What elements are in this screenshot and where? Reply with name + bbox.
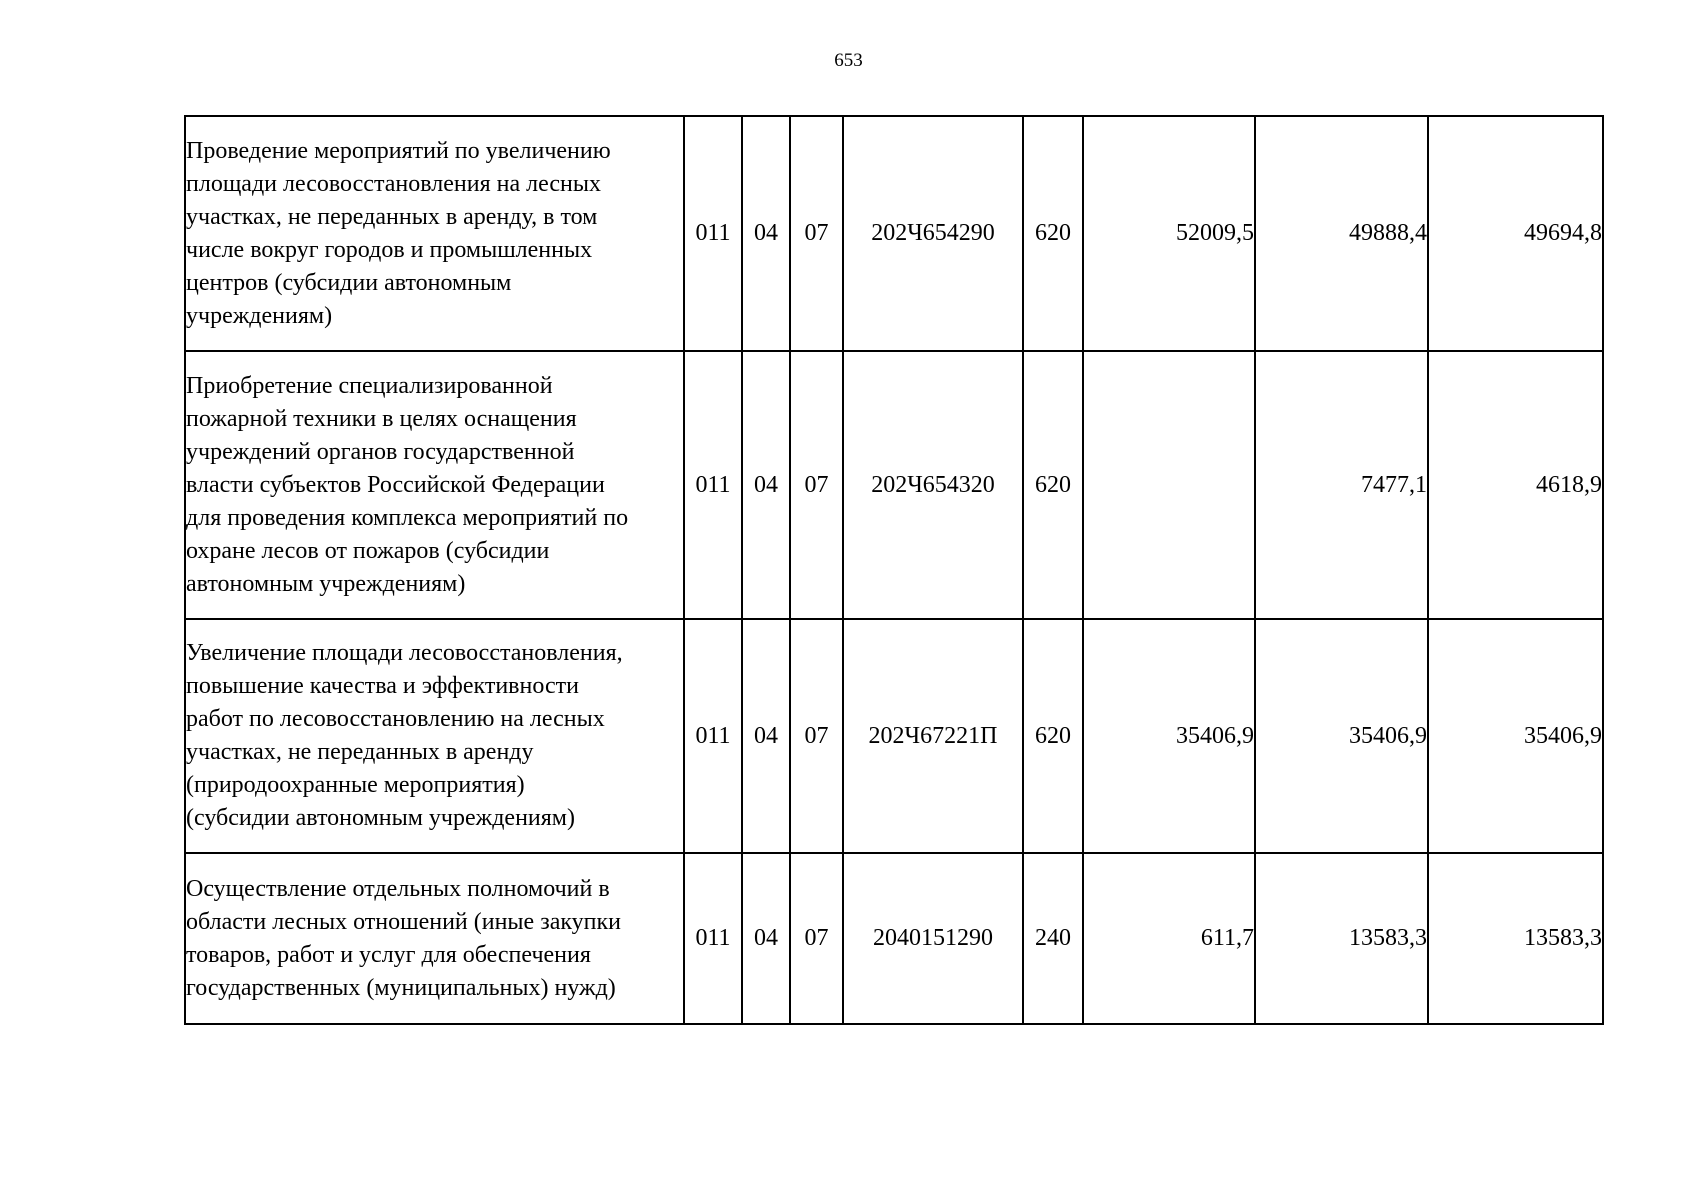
table-row <box>185 351 1603 619</box>
amount-1-cell: 52009,5 <box>1083 116 1255 351</box>
description-line: Проведение мероприятий по увеличению <box>186 137 611 164</box>
target-article-cell: 202Ч654320 <box>843 351 1023 619</box>
amount-3-cell: 35406,9 <box>1428 619 1603 853</box>
amount-1-cell <box>1083 351 1255 619</box>
amount-2-cell: 35406,9 <box>1255 619 1428 853</box>
description-line: пожарной техники в целях оснащения <box>186 405 577 432</box>
target-article-cell: 2040151290 <box>843 853 1023 1024</box>
description-line: участках, не переданных в аренду, в том <box>186 203 598 230</box>
code-2-cell: 04 <box>742 116 790 351</box>
description-line: центров (субсидии автономным <box>186 269 512 296</box>
budget-table <box>184 115 1604 1025</box>
expense-type-cell: 240 <box>1023 853 1083 1024</box>
description-line: Осуществление отдельных полномочий в <box>186 875 610 902</box>
amount-2-cell: 49888,4 <box>1255 116 1428 351</box>
code-1-cell: 011 <box>684 351 742 619</box>
code-3-cell: 07 <box>790 351 843 619</box>
description-line: повышение качества и эффективности <box>186 673 579 699</box>
description-line: для проведения комплекса мероприятий по <box>186 504 629 531</box>
description-cell <box>185 619 684 853</box>
amount-3-cell: 13583,3 <box>1428 853 1603 1024</box>
expense-type-cell: 620 <box>1023 116 1083 351</box>
amount-2-cell: 13583,3 <box>1255 853 1428 1024</box>
description-line: числе вокруг городов и промышленных <box>186 236 593 263</box>
description-line: области лесных отношений (иные закупки <box>186 908 622 935</box>
description-line: площади лесовосстановления на лесных <box>186 170 601 197</box>
table-row <box>185 853 1603 1024</box>
description-cell <box>185 853 684 1024</box>
description-line: товаров, работ и услуг для обеспечения <box>186 941 591 968</box>
code-3-cell: 07 <box>790 619 843 853</box>
description-line: государственных (муниципальных) нужд) <box>186 974 616 1001</box>
description-line: охране лесов от пожаров (субсидии <box>186 537 550 564</box>
code-2-cell: 04 <box>742 351 790 619</box>
amount-3-cell: 49694,8 <box>1428 116 1603 351</box>
description-line: учреждениям) <box>186 302 333 329</box>
description-cell <box>185 116 684 351</box>
description-line: (природоохранные мероприятия) <box>186 772 525 798</box>
code-1-cell: 011 <box>684 853 742 1024</box>
description-line: участках, не переданных в аренду <box>186 739 534 765</box>
amount-1-cell: 611,7 <box>1083 853 1255 1024</box>
target-article-cell: 202Ч67221П <box>843 619 1023 853</box>
description-line: (субсидии автономным учреждениям) <box>186 805 575 831</box>
description-line: Приобретение специализированной <box>186 372 553 399</box>
description-cell <box>185 351 684 619</box>
page-number: 653 <box>834 50 863 71</box>
expense-type-cell: 620 <box>1023 619 1083 853</box>
description-line: работ по лесовосстановлению на лесных <box>186 706 605 732</box>
target-article-cell: 202Ч654290 <box>843 116 1023 351</box>
table-row <box>185 619 1603 853</box>
code-2-cell: 04 <box>742 853 790 1024</box>
amount-1-cell: 35406,9 <box>1083 619 1255 853</box>
expense-type-cell: 620 <box>1023 351 1083 619</box>
code-1-cell: 011 <box>684 116 742 351</box>
code-1-cell: 011 <box>684 619 742 853</box>
code-2-cell: 04 <box>742 619 790 853</box>
description-line: Увеличение площади лесовосстановления, <box>186 640 623 666</box>
amount-3-cell: 4618,9 <box>1428 351 1603 619</box>
code-3-cell: 07 <box>790 853 843 1024</box>
description-line: автономным учреждениям) <box>186 570 466 597</box>
description-line: власти субъектов Российской Федерации <box>186 471 605 498</box>
amount-2-cell: 7477,1 <box>1255 351 1428 619</box>
description-line: учреждений органов государственной <box>186 438 575 465</box>
code-3-cell: 07 <box>790 116 843 351</box>
table-row <box>185 116 1603 351</box>
